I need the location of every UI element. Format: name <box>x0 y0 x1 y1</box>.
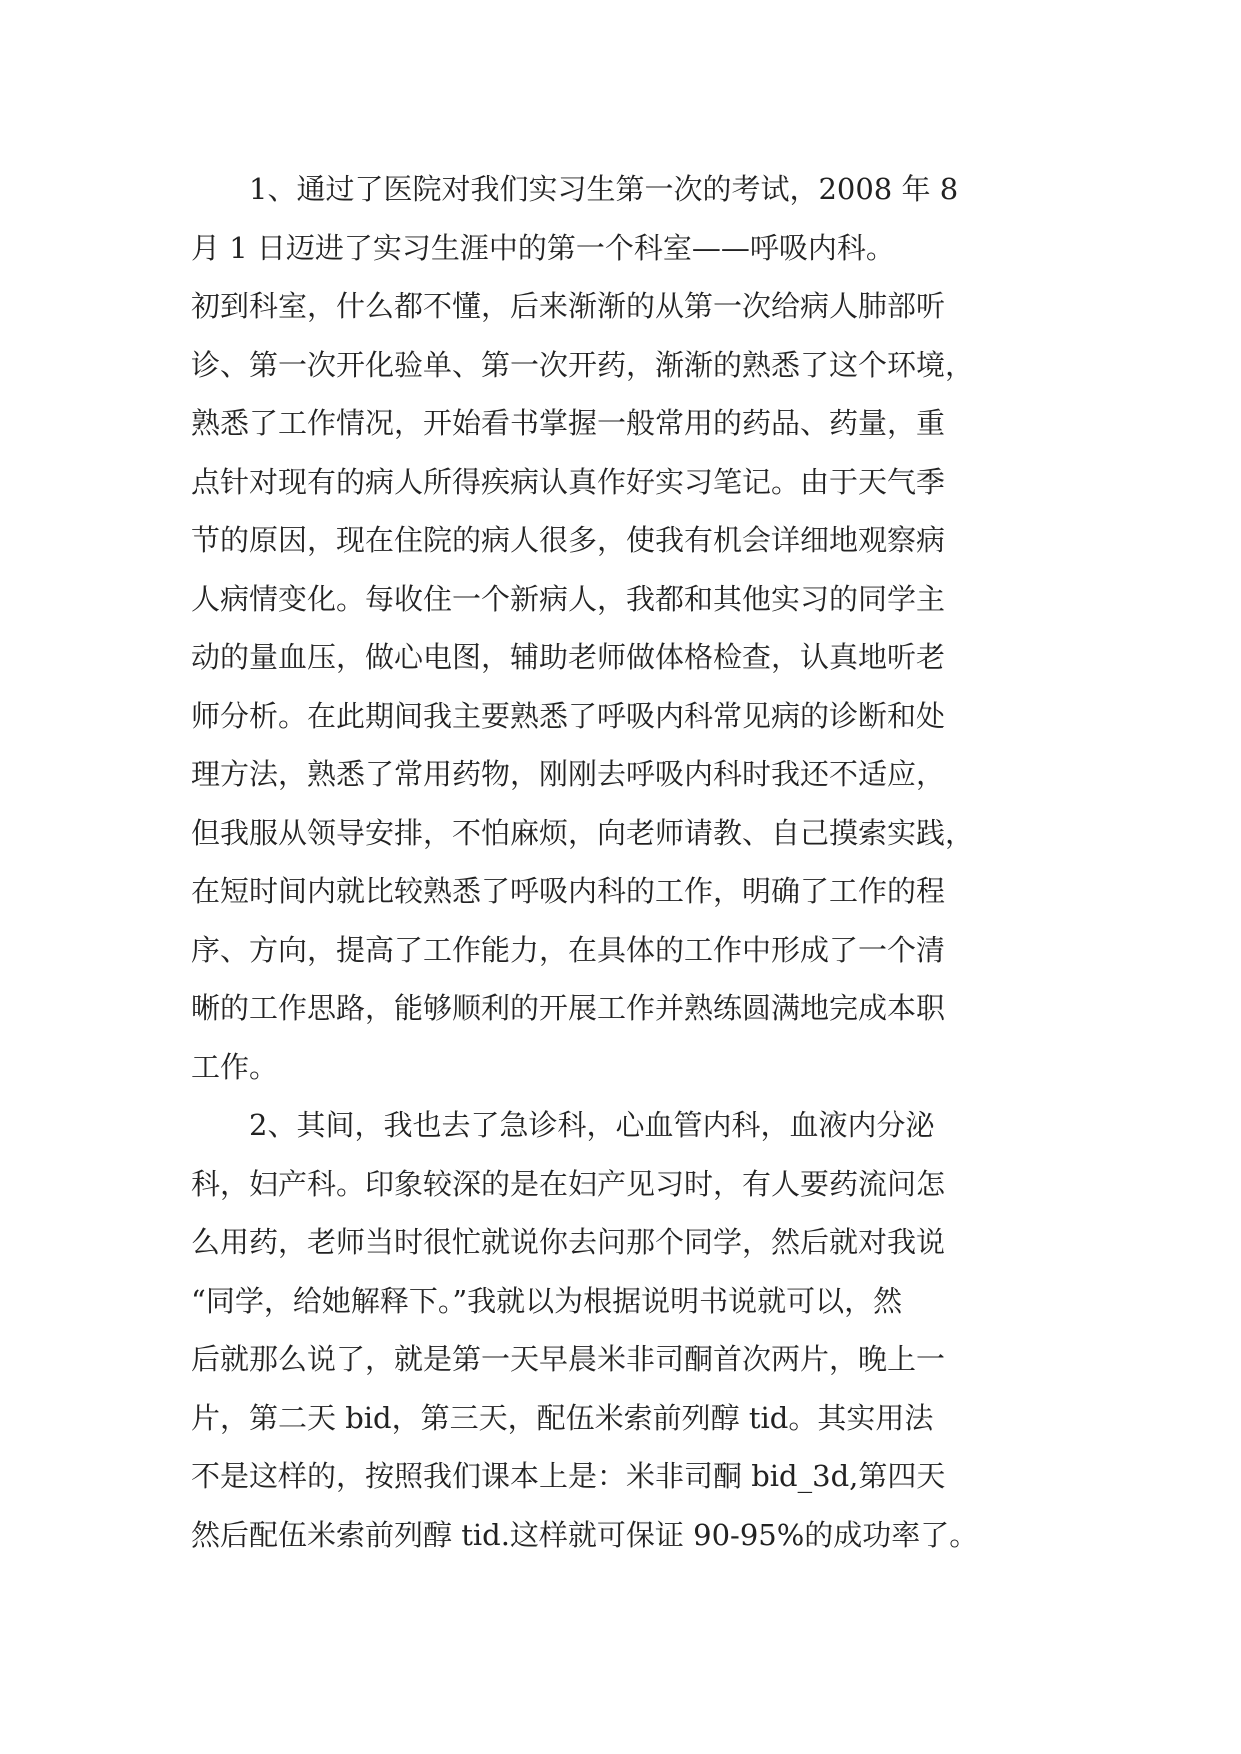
paragraph-2-line-4: 点针对现有的病人所得疾病认真作好实习笔记。由于天气季 <box>191 464 946 499</box>
paragraph-2-line-9: 理方法，熟悉了常用药物，刚刚去呼吸内科时我还不适应， <box>191 757 946 791</box>
paragraph-2-line-3: 熟悉了工作情况，开始看书掌握一般常用的药品、药量，重 <box>191 406 946 440</box>
paragraph-3-line-8: 然后配伍米索前列醇 tid.这样就可保证 90-95%的成功率了。 <box>191 1517 979 1552</box>
paragraph-2-line-13: 晰的工作思路，能够顺利的开展工作并熟练圆满地完成本职 <box>191 991 946 1025</box>
paragraph-1-line-2: 月 1 日迈进了实习生涯中的第一个科室——呼吸内科。 <box>191 230 895 265</box>
paragraph-3-line-1: 2、其间，我也去了急诊科，心血管内科，血液内分泌 <box>249 1108 935 1142</box>
paragraph-2-line-7: 动的量血压，做心电图，辅助老师做体格检查，认真地听老 <box>191 640 946 674</box>
paragraph-2-line-8: 师分析。在此期间我主要熟悉了呼吸内科常见病的诊断和处 <box>191 698 946 733</box>
paragraph-2-line-1: 初到科室，什么都不懂，后来渐渐的从第一次给病人肺部听 <box>191 289 946 323</box>
paragraph-2-line-5: 节的原因，现在住院的病人很多，使我有机会详细地观察病 <box>191 523 946 557</box>
paragraph-3-line-3: 么用药，老师当时很忙就说你去问那个同学，然后就对我说 <box>191 1225 946 1259</box>
paragraph-2-line-11: 在短时间内就比较熟悉了呼吸内科的工作，明确了工作的程 <box>191 874 946 908</box>
paragraph-2-line-14: 工作。 <box>191 1049 279 1084</box>
paragraph-3-line-2: 科，妇产科。印象较深的是在妇产见习时，有人要药流问怎 <box>191 1166 946 1201</box>
paragraph-2-line-2: 诊、第一次开化验单、第一次开药，渐渐的熟悉了这个环境， <box>191 347 975 382</box>
paragraph-3-line-6: 片，第二天 bid，第三天，配伍米索前列醇 tid。其实用法 <box>191 1400 934 1435</box>
document-body <box>191 160 1071 1564</box>
paragraph-2-line-12: 序、方向，提高了工作能力，在具体的工作中形成了一个清 <box>191 932 946 967</box>
paragraph-3-line-5: 后就那么说了，就是第一天早晨米非司酮首次两片，晚上一 <box>191 1342 946 1376</box>
paragraph-3-line-4: “同学，给她解释下。”我就以为根据说明书说就可以，然 <box>191 1283 903 1318</box>
paragraph-2-line-10: 但我服从领导安排，不怕麻烦，向老师请教、自己摸索实践， <box>191 815 975 850</box>
paragraph-1-line-1: 1、通过了医院对我们实习生第一次的考试，2008 年 8 <box>249 172 959 206</box>
paragraph-3-line-7: 不是这样的，按照我们课本上是：米非司酮 bid_3d,第四天 <box>191 1459 946 1493</box>
paragraph-2-line-6: 人病情变化。每收住一个新病人，我都和其他实习的同学主 <box>191 581 946 616</box>
